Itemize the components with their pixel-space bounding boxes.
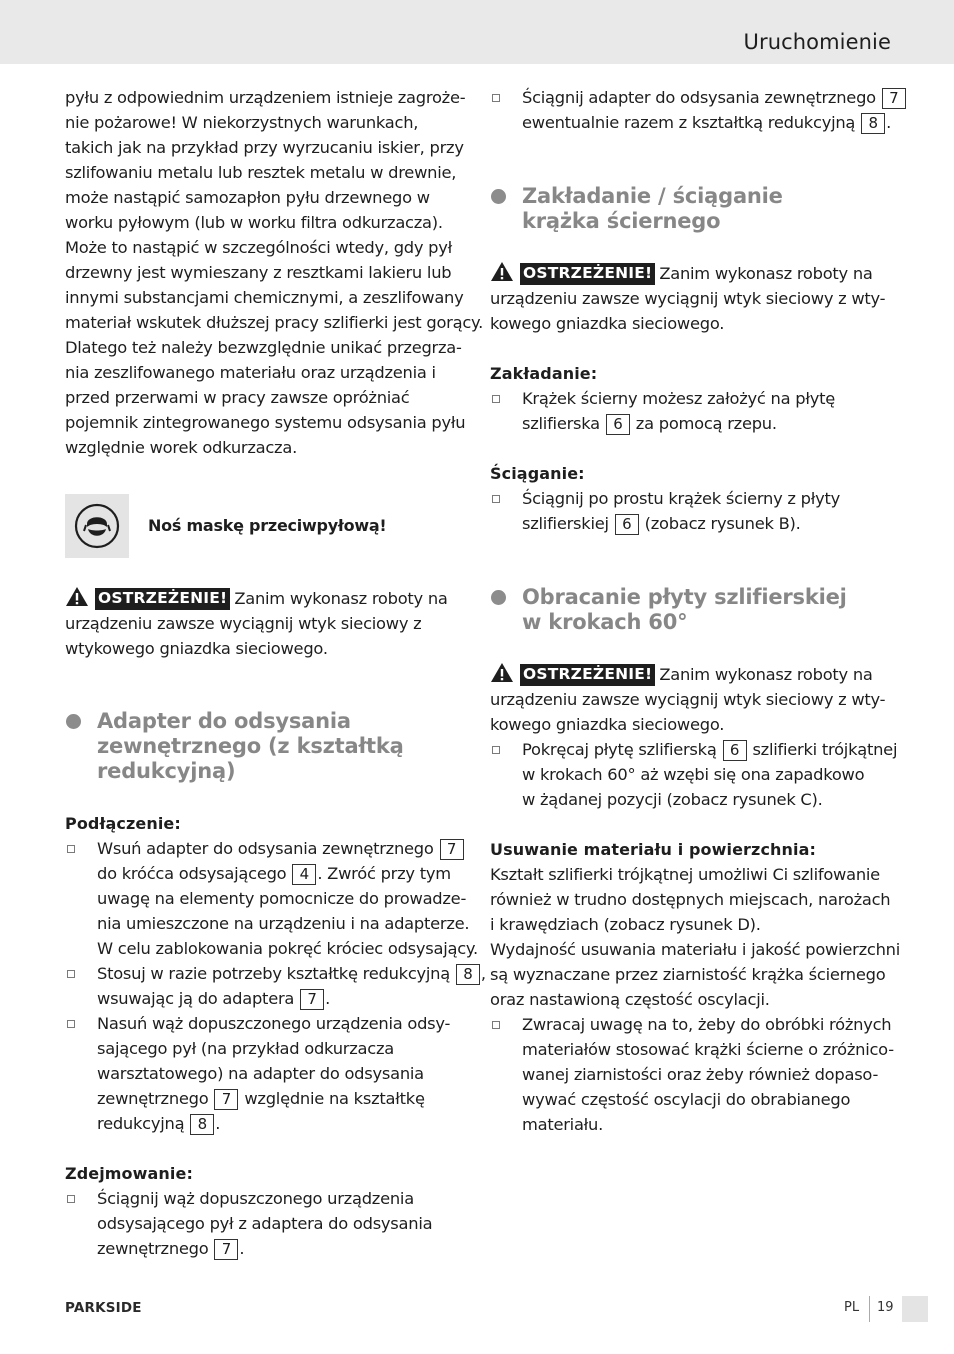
text: Nasuń wąż dopuszczonego urządzenia odsy- xyxy=(97,1014,451,1033)
checkbox-bullet-icon xyxy=(492,1021,500,1029)
warning-block xyxy=(490,662,890,737)
part-ref: 6 xyxy=(723,740,747,761)
mask-instruction: Noś maskę przeciwpyłową! xyxy=(148,516,387,535)
part-ref: 8 xyxy=(456,964,480,985)
text: redukcyjną xyxy=(97,1114,185,1133)
part-ref: 6 xyxy=(615,514,639,535)
list-item xyxy=(65,836,478,961)
text: , xyxy=(480,964,486,983)
text: materiałów stosować krążki ścierne o zróżnico- xyxy=(522,1040,894,1059)
heading-line: Obracanie płyty szlifierskiej xyxy=(522,585,847,609)
text: Pokręcaj płytę szlifierską xyxy=(522,740,717,759)
text: . xyxy=(325,989,331,1008)
heading-line: redukcyjną) xyxy=(97,759,236,783)
warning-triangle-icon xyxy=(65,586,89,607)
text: (zobacz rysunek B). xyxy=(644,514,801,533)
heading-line: Adapter do odsysania xyxy=(97,709,351,733)
warning-text: Zanim wykonasz roboty na xyxy=(234,589,448,608)
part-ref: 7 xyxy=(882,88,906,109)
subheading-material: Usuwanie materiału i powierzchnia: xyxy=(490,840,816,859)
warning-badge: OSTRZEŻENIE! xyxy=(520,263,655,285)
warning-text: kowego gniazdka sieciowego. xyxy=(490,314,725,333)
text: W celu zablokowania pokręć króciec odsysający. xyxy=(97,939,478,958)
text: Zwracaj uwagę na to, żeby do obróbki różnych xyxy=(522,1015,892,1034)
text: zewnętrznego xyxy=(97,1239,209,1258)
text-line: przed przerwami w pracy zawsze opróżniać xyxy=(65,388,410,407)
text: nia umieszczone na urządzeniu i na adapterze. xyxy=(97,914,470,933)
subheading-remove: Zdejmowanie: xyxy=(65,1164,193,1183)
page-title: Uruchomienie xyxy=(743,30,891,54)
text: za pomocą rzepu. xyxy=(635,414,777,433)
text-line: szlifowaniu metalu lub resztek metalu w drewnie, xyxy=(65,163,457,182)
text: uwagę na elementy pomocnicze do prowadze- xyxy=(97,889,467,908)
text-line: pojemnik zintegrowanego systemu odsysania pyłu xyxy=(65,413,466,432)
warning-block xyxy=(490,261,890,336)
part-ref: 8 xyxy=(190,1114,214,1135)
text: . Zwróć przy tym xyxy=(317,864,451,883)
text: Ściągnij po prostu krążek ścierny z płyty xyxy=(522,489,840,508)
list-item xyxy=(490,486,890,536)
text-line: takich jak na przykład przy wyrzucaniu iskier, przy xyxy=(65,138,464,157)
warning-triangle-icon xyxy=(490,662,514,683)
list-item xyxy=(490,737,898,812)
text: wanej ziarnistości oraz żeby również dopaso- xyxy=(522,1065,879,1084)
text: w żądanej pozycji (zobacz rysunek C). xyxy=(522,790,823,809)
text: względnie na kształtkę xyxy=(244,1089,425,1108)
text-line: Może to nastąpić w szczególności wtedy, gdy pył xyxy=(65,238,453,257)
text: szlifierki trójkątnej xyxy=(752,740,898,759)
intro-paragraph xyxy=(65,85,484,460)
text-line: materiał wskutek dłuższej pracy szlifierki jest gorący. xyxy=(65,313,484,332)
text: wsuwając ją do adaptera xyxy=(97,989,295,1008)
warning-badge: OSTRZEŻENIE! xyxy=(95,588,230,610)
warning-block xyxy=(65,586,465,661)
brand-logo: PARKSIDE xyxy=(65,1300,142,1316)
text: wywać częstość oscylacji do obrabianego xyxy=(522,1090,851,1109)
text-line: drzewny jest wymieszany z resztkami lakieru lub xyxy=(65,263,452,282)
warning-badge: OSTRZEŻENIE! xyxy=(520,664,655,686)
text: zewnętrznego xyxy=(97,1089,209,1108)
text: szlifierska xyxy=(522,414,600,433)
text-line: worku pyłowym (lub w worku filtra odkurzacza). xyxy=(65,213,443,232)
text: . xyxy=(215,1114,221,1133)
part-ref: 6 xyxy=(606,414,630,435)
heading-line: Zakładanie / ściąganie xyxy=(522,184,783,208)
list-item xyxy=(490,1012,894,1137)
warning-text: kowego gniazdka sieciowego. xyxy=(490,715,725,734)
heading-bullet-icon xyxy=(66,714,81,729)
material-paragraph xyxy=(490,862,901,1012)
text: ewentualnie razem z kształtką redukcyjną xyxy=(522,113,856,132)
text: szlifierskiej xyxy=(522,514,609,533)
footer-marker xyxy=(902,1296,928,1322)
heading-bullet-icon xyxy=(491,590,506,605)
warning-text: urządzeniu zawsze wyciągnij wtyk sieciowy z xyxy=(65,614,422,633)
footer-divider xyxy=(869,1296,870,1322)
subheading-remove-disc: Ściąganie: xyxy=(490,464,585,483)
left-column xyxy=(65,85,486,1261)
text-line: i krawędziach (zobacz rysunek D). xyxy=(490,915,761,934)
text: . xyxy=(239,1239,245,1258)
text-line: innymi substancjami chemicznymi, a zeszlifowany xyxy=(65,288,464,307)
checkbox-bullet-icon xyxy=(492,495,500,503)
right-column xyxy=(490,85,901,1137)
heading-bullet-icon xyxy=(491,189,506,204)
text: Ściągnij wąż dopuszczonego urządzenia xyxy=(97,1189,414,1208)
part-ref: 4 xyxy=(292,864,316,885)
list-item xyxy=(65,961,486,1011)
warning-text: urządzeniu zawsze wyciągnij wtyk sieciowy z wty- xyxy=(490,289,886,308)
warning-text: urządzeniu zawsze wyciągnij wtyk sieciowy z wty- xyxy=(490,690,886,709)
warning-text: wtykowego gniazdka sieciowego. xyxy=(65,639,328,658)
text: Krążek ścierny możesz założyć na płytę xyxy=(522,389,836,408)
text-line: również w trudno dostępnych miejscach, narożach xyxy=(490,890,891,909)
part-ref: 7 xyxy=(440,839,464,860)
warning-text: Zanim wykonasz roboty na xyxy=(659,665,873,684)
checkbox-bullet-icon xyxy=(67,970,75,978)
part-ref: 7 xyxy=(214,1089,238,1110)
text-line: nie pożarowe! W niekorzystnych warunkach, xyxy=(65,113,419,132)
text-line: pyłu z odpowiednim urządzeniem istnieje zagroże- xyxy=(65,88,466,107)
text-line: Wydajność usuwania materiału i jakość powierzchni xyxy=(490,940,901,959)
text: Ściągnij adapter do odsysania zewnętrznego xyxy=(522,88,876,107)
section-heading-adapter xyxy=(65,709,465,784)
text-line: są wyznaczane przez ziarnistość krążka ściernego xyxy=(490,965,886,984)
list-item xyxy=(490,85,899,135)
checkbox-bullet-icon xyxy=(67,1020,75,1028)
part-ref: 8 xyxy=(861,113,885,134)
checkbox-bullet-icon xyxy=(492,94,500,102)
checkbox-bullet-icon xyxy=(67,845,75,853)
mask-notice xyxy=(65,494,465,558)
checkbox-bullet-icon xyxy=(492,395,500,403)
part-ref: 7 xyxy=(300,989,324,1010)
text: materiału. xyxy=(522,1115,604,1134)
checkbox-bullet-icon xyxy=(492,746,500,754)
text-line: nia zeszlifowanego materiału oraz urządzenia i xyxy=(65,363,436,382)
list-item xyxy=(490,386,890,436)
language-code: PL xyxy=(844,1300,860,1315)
list-item xyxy=(65,1011,465,1136)
subheading-mount: Zakładanie: xyxy=(490,364,598,383)
text-line: oraz nastawioną częstość oscylacji. xyxy=(490,990,770,1009)
section-heading-disc xyxy=(490,184,890,234)
text: warsztatowego) na adapter do odsysania xyxy=(97,1064,424,1083)
text: Stosuj w razie potrzeby kształtkę redukcyjną xyxy=(97,964,450,983)
section-heading-rotate xyxy=(490,585,890,635)
text: do króćca odsysającego xyxy=(97,864,287,883)
warning-triangle-icon xyxy=(490,261,514,282)
text: . xyxy=(886,113,892,132)
checkbox-bullet-icon xyxy=(67,1195,75,1203)
subheading-connect: Podłączenie: xyxy=(65,814,181,833)
heading-line: zewnętrznego (z kształtką xyxy=(97,734,404,758)
heading-line: krążka ściernego xyxy=(522,209,721,233)
warning-text: Zanim wykonasz roboty na xyxy=(659,264,873,283)
heading-line: w krokach 60° xyxy=(522,610,688,634)
page-number: 19 xyxy=(877,1300,894,1315)
dust-mask-icon xyxy=(65,494,129,558)
text-line: względnie worek odkurzacza. xyxy=(65,438,297,457)
part-ref: 7 xyxy=(214,1239,238,1260)
text: Wsuń adapter do odsysania zewnętrznego xyxy=(97,839,434,858)
text-line: może nastąpić samozapłon pyłu drzewnego w xyxy=(65,188,430,207)
text: sającego pył (na przykład odkurzacza xyxy=(97,1039,394,1058)
text-line: Dlatego też należy bezwzględnie unikać przegrza- xyxy=(65,338,462,357)
text: w krokach 60° aż wzębi się ona zapadkowo xyxy=(522,765,865,784)
text-line: Kształt szlifierki trójkątnej umożliwi Ci szlifowanie xyxy=(490,865,880,884)
text: odsysającego pył z adaptera do odsysania xyxy=(97,1214,433,1233)
list-item xyxy=(65,1186,465,1261)
